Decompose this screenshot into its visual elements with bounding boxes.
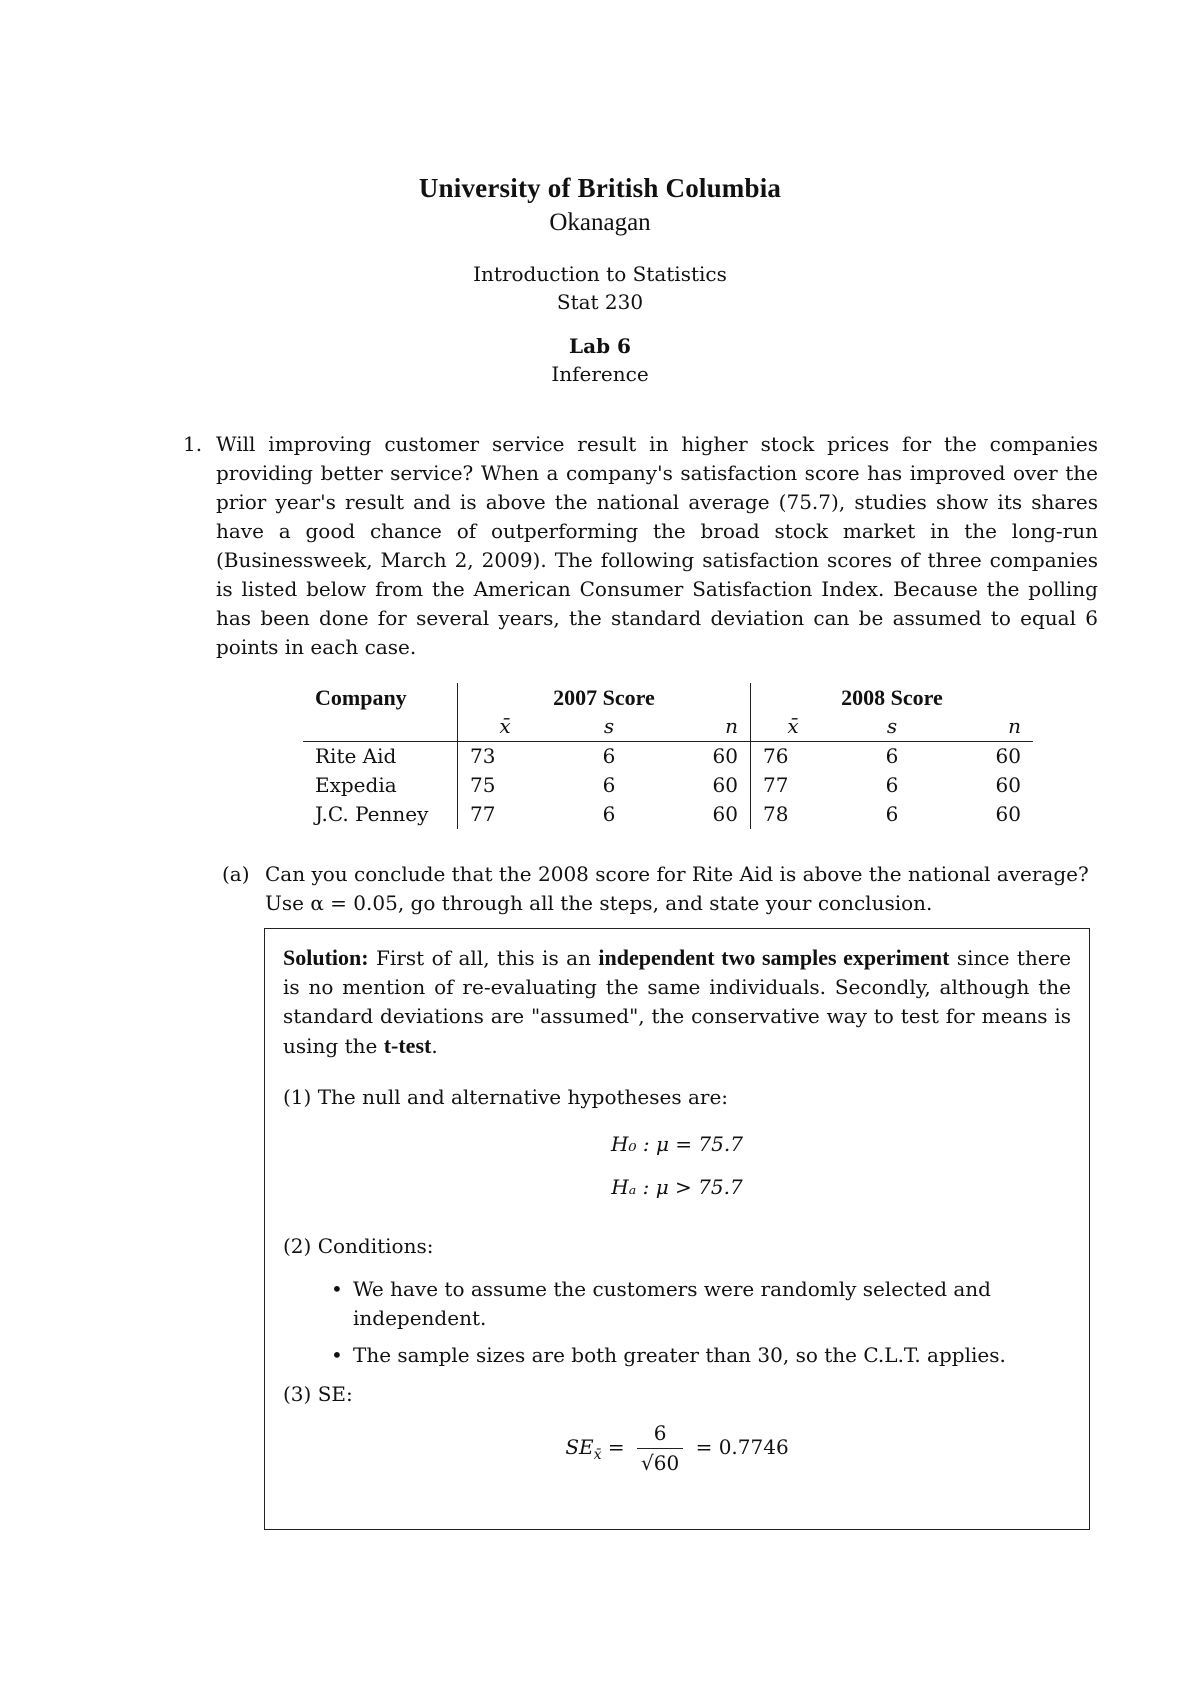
part-a	[222, 860, 1102, 918]
null-hypothesis: H₀ : μ = 75.7	[611, 1132, 743, 1156]
solution-intro-bold-2: t-test	[383, 1033, 432, 1058]
solution-label: Solution:	[283, 945, 369, 970]
university-title: University of British Columbia	[418, 173, 782, 203]
condition-item: • The sample sizes are both greater than 30, so the C.L.T. applies.	[353, 1341, 1071, 1370]
course-title: Introduction to Statistics	[473, 262, 727, 286]
s-2007-cell: 6	[602, 773, 616, 797]
xbar-2008-cell: 76	[751, 742, 836, 772]
solution-box	[264, 928, 1090, 1530]
xbar-2008-cell: 78	[751, 800, 836, 829]
company-cell: J.C. Penney	[315, 802, 429, 826]
table-row	[303, 800, 1033, 829]
subheader-n-2008: n	[1008, 714, 1021, 738]
n-2007-cell: 60	[666, 742, 751, 772]
step-3-heading: (3) SE:	[283, 1382, 353, 1406]
n-2008-cell: 60	[949, 742, 1033, 772]
table-row	[303, 742, 1033, 772]
s-2007-cell: 6	[552, 742, 666, 772]
course-block	[0, 260, 1200, 316]
question-number: 1.	[183, 432, 203, 456]
s-2008-cell: 6	[835, 742, 949, 772]
part-a-line-1: Can you conclude that the 2008 score for Rite Aid is above the national average?	[265, 862, 1089, 886]
step-2-heading: (2) Conditions:	[283, 1234, 434, 1258]
satisfaction-score-table	[303, 683, 1033, 829]
s-2008-cell: 6	[885, 773, 899, 797]
s-2008-cell: 6	[885, 802, 899, 826]
header-2007: 2007 Score	[458, 683, 751, 712]
part-a-label: (a)	[222, 862, 250, 886]
xbar-2007-cell: 75	[458, 771, 553, 800]
n-2008-cell: 60	[995, 773, 1021, 797]
table-row	[303, 771, 1033, 800]
subheader-s-2008: s	[886, 714, 898, 738]
lab-number: Lab 6	[569, 334, 631, 358]
alternative-hypothesis: Hₐ : μ > 75.7	[611, 1175, 743, 1199]
solution-intro-bold: independent two samples experiment	[598, 945, 950, 970]
part-a-text	[265, 860, 1102, 918]
solution-intro	[283, 943, 1071, 1061]
se-fraction	[637, 1419, 683, 1478]
company-header: Company	[315, 685, 407, 710]
xbar-2007-cell: 73	[458, 742, 553, 772]
subheader-n-2007: n	[725, 714, 738, 738]
solution-intro-part-1: First of all, this is an	[376, 946, 591, 970]
subheader-xbar-2007: x̄	[458, 712, 553, 742]
standard-error-formula: $SE_{x̄}$ = $\frac{6}{√60}$ = 0.7746	[283, 1419, 1071, 1478]
part-a-line-2: Use α = 0.05, go through all the steps, and state your conclusion.	[265, 891, 933, 915]
se-numerator: 6	[637, 1419, 683, 1449]
xbar-2007-cell: 77	[458, 800, 553, 829]
company-cell: Expedia	[315, 773, 397, 797]
table-header-row	[303, 683, 1033, 712]
step-1-heading: (1) The null and alternative hypotheses are:	[283, 1085, 729, 1109]
question-text: Will improving customer service result in higher stock prices for the companies providing better service? When a company's satisfaction score has improved over the prior year's result and is above the national average (75.7), studies show its shares have a good chance of outperforming the broad stock market in the long-run (Businessweek, March 2, 2009). The following satisfaction scores of three companies is listed below from the American Consumer Satisfaction Index. Because the polling has been done for several years, the standard deviation can be assumed to equal 6 points in each case.	[216, 432, 1098, 659]
document-header	[0, 170, 1200, 388]
header-2008: 2008 Score	[751, 683, 1034, 712]
solution-intro-end: .	[431, 1034, 438, 1058]
n-2008-cell: 60	[995, 802, 1021, 826]
n-2007-cell: 60	[712, 802, 738, 826]
condition-item: • We have to assume the customers were randomly selected and independent.	[353, 1275, 1071, 1333]
company-cell: Rite Aid	[303, 742, 458, 772]
course-code: Stat 230	[556, 290, 644, 314]
se-symbol: SE	[565, 1435, 594, 1459]
subheader-s-2007: s	[603, 714, 615, 738]
question-1	[183, 430, 1098, 662]
campus-name: Okanagan	[549, 209, 651, 236]
solution-intro-part-2: since there is no mention of re-evaluating the same individuals. Secondly, although the standard deviations are "assumed", the conservative way to test for means is using the	[283, 946, 1072, 1058]
se-result: = 0.7746	[695, 1435, 789, 1459]
subheader-xbar-2008: x̄	[751, 712, 836, 742]
se-subscript: x̄	[593, 1447, 602, 1463]
s-2007-cell: 6	[602, 802, 616, 826]
conditions-list	[283, 1275, 1071, 1370]
xbar-2008-cell: 77	[751, 771, 836, 800]
lab-topic: Inference	[551, 362, 649, 386]
table-subheader-row	[303, 712, 1033, 742]
se-denominator: √60	[641, 1451, 680, 1475]
n-2007-cell: 60	[712, 773, 738, 797]
